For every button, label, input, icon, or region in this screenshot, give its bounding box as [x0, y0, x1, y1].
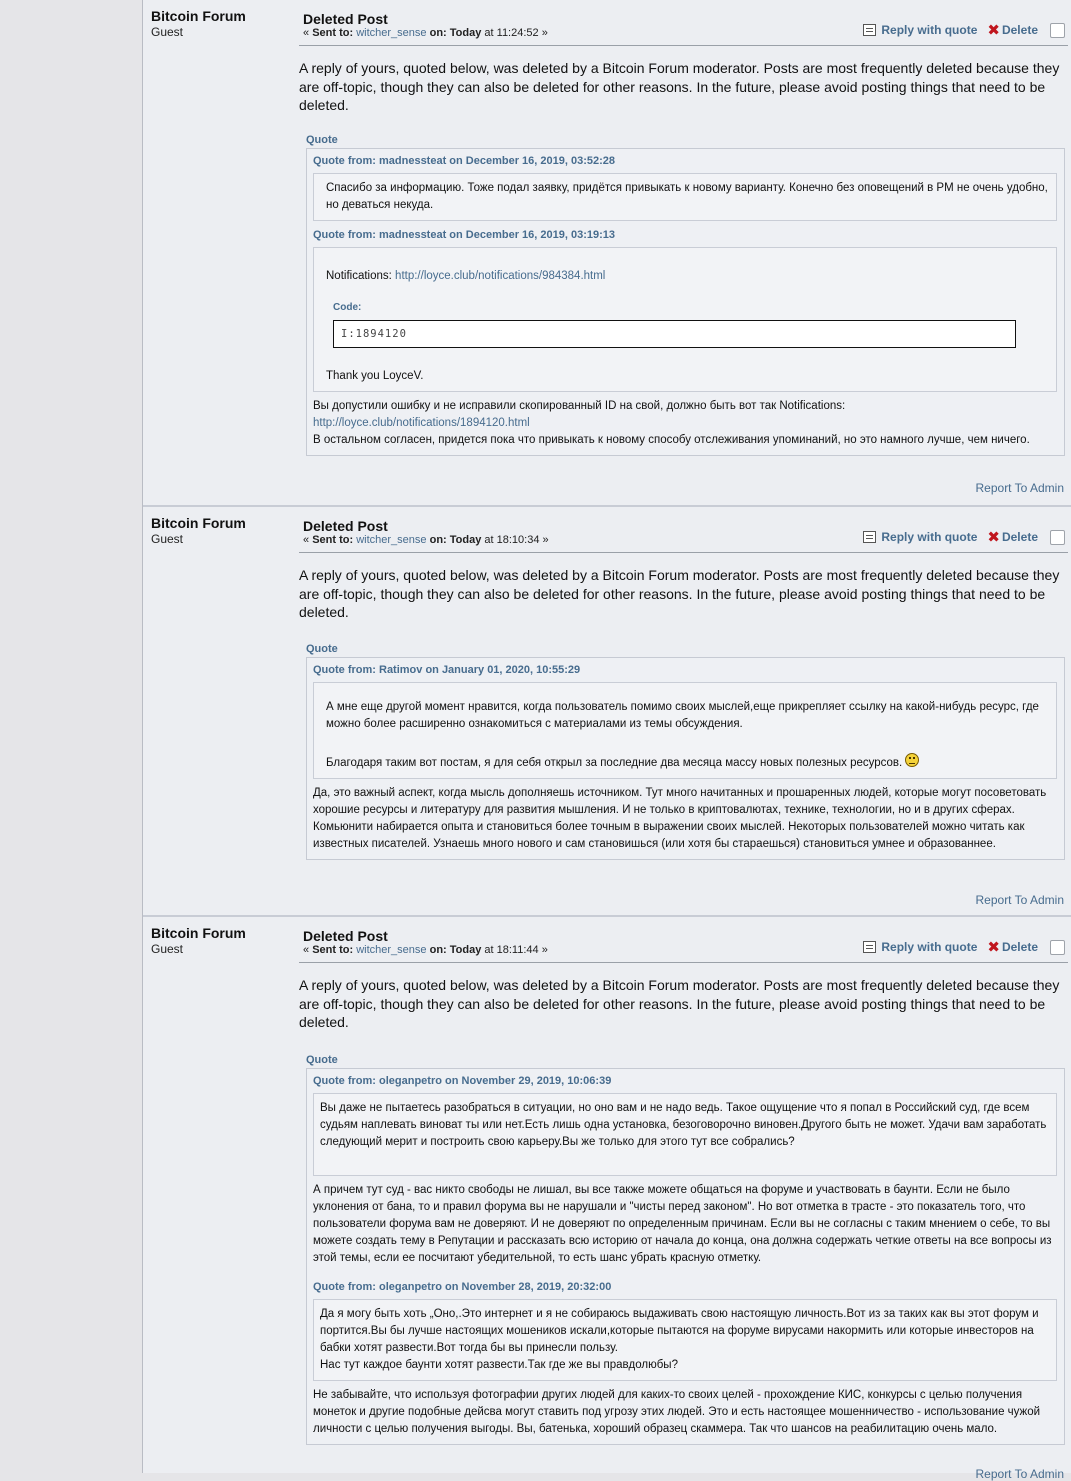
message-author	[151, 515, 246, 546]
inner-quote	[313, 682, 1057, 779]
delete-icon: ✖	[987, 528, 1000, 546]
code-label: Code:	[333, 302, 362, 313]
deletion-notice: A reply of yours, quoted below, was deleted by a Bitcoin Forum moderator. Posts are most frequently deleted because they are off-topic, though they can also be deleted for other reasons. In the future, please avoid posting things that need to be deleted.	[299, 567, 1060, 620]
message-actions	[863, 937, 1068, 957]
today-label: Today	[449, 944, 482, 956]
reply-text: Да, это важный аспект, когда мысль дополняешь источником. Тут много начитанных и прошаренных людей, которые могут посоветовать хорошие ресурсы и литературу для развития мышления. И не только в криптовалютах, технике, технологии, но и в других сферах. Комьюнити набирается опыта и становиться более точным в выражении своих мыслей. Некоторых пользователей можно читать как известных писателей. Узнаешь много нового и сам становишься (или хотя бы стараешься) становиться умнее и образованнее.	[313, 787, 1047, 850]
smiley-icon	[905, 753, 919, 767]
left-sidebar	[0, 0, 142, 1473]
sent-time: at 18:10:34 »	[484, 534, 549, 546]
delete-icon: ✖	[987, 21, 1000, 39]
reply-text: Вы допустили ошибку и не исправили скопированный ID на свой, должно быть вот так Notifications:	[313, 400, 846, 412]
inner-quote-header: Quote from: oleganpetro on November 29, 2019, 10:06:39	[313, 1075, 612, 1087]
select-checkbox[interactable]	[1050, 940, 1065, 955]
header-divider	[299, 552, 1068, 553]
inner-quote-header: Quote from: madnessteat on December 16, 2019, 03:52:28	[313, 155, 616, 167]
recipient-link[interactable]: witcher_sense	[356, 27, 427, 39]
outer-quote	[306, 1068, 1065, 1445]
inner-quote-text: Вы даже не пытаетесь разобраться в ситуации, но оно вам и не надо ведь. Такое ощущение что я попал в Российский суд, где всем судьям наплевать виноват ты или нет.Есть лишь одна установка, безоговорочно виновен.Другого быть не может. Удачи вам заработать следующий мерит и построить свою карьеру.Вы же только для этого тут все собрались?	[320, 1102, 1047, 1148]
outer-quote	[306, 657, 1065, 860]
recipient-link[interactable]: witcher_sense	[356, 944, 427, 956]
message-subject: Deleted Post	[303, 518, 388, 534]
header-divider	[299, 45, 1068, 46]
message-actions	[863, 20, 1068, 40]
sent-prefix: «	[303, 944, 313, 956]
code-block[interactable]: I:1894120	[333, 320, 1016, 348]
reply-quote-icon	[863, 24, 876, 36]
inner-quote	[313, 173, 1057, 221]
on-label: on:	[429, 27, 447, 39]
outer-quote	[306, 148, 1065, 456]
reply-link[interactable]: http://loyce.club/notifications/1894120.html	[313, 417, 530, 429]
message-list	[142, 0, 1071, 1481]
message-3	[143, 915, 1071, 1481]
message-sent-info	[303, 534, 549, 546]
reply-text: Не забывайте, что используя фотографии других людей для каких-то своих целей - прохождение КИС, конкурсы с целью получения монеток и другие подобные дейсва могут ставить под угрозу этих людей. Это и есть настоящее мошенничество - использование чужой личности с целью получения выгоды. Вы, батенька, хороший образец скаммера. Так что шансов на реабилитацию очень мало.	[313, 1389, 1041, 1435]
reply-text: В остальном согласен, придется пока что привыкать к новому способу отслеживания упоминаний, но это намного лучше, чем ничего.	[313, 434, 1030, 446]
quote-header: Quote	[306, 1054, 338, 1066]
delete-label: Delete	[1001, 530, 1038, 544]
today-label: Today	[449, 534, 482, 546]
sent-prefix: «	[303, 534, 313, 546]
sent-time: at 18:11:44 »	[484, 944, 548, 956]
deletion-notice: A reply of yours, quoted below, was deleted by a Bitcoin Forum moderator. Posts are most frequently deleted because they are off-topic, though they can also be deleted for other reasons. In the future, please avoid posting things that need to be deleted.	[299, 60, 1060, 113]
delete-icon: ✖	[987, 938, 1000, 956]
recipient-link[interactable]: witcher_sense	[356, 534, 427, 546]
inner-quote-text: Нас тут каждое баунти хотят развести.Так где же вы правдолюбы?	[320, 1359, 678, 1371]
delete-label: Delete	[1001, 940, 1038, 954]
reply-with-quote-button[interactable]	[863, 23, 977, 37]
sent-prefix: «	[303, 27, 313, 39]
today-label: Today	[449, 27, 482, 39]
inner-quote-text: А мне еще другой момент нравится, когда пользователь помимо своих мыслей,еще прикрепляет ссылку на какой-нибудь ресурс, где можно более расширенно ознакомиться с материалами из темы обсуждения.	[326, 701, 1039, 730]
sent-time: at 11:24:52 »	[484, 27, 548, 39]
author-name: Bitcoin Forum	[151, 8, 246, 24]
author-role: Guest	[151, 25, 184, 39]
report-to-admin-link[interactable]: Report To Admin	[975, 481, 1064, 495]
inner-quote-text: Спасибо за информацию. Тоже подал заявку, придётся привыкать к новому варианту. Конечно без оповещений в PM не очень удобно, но деваться некуда.	[326, 182, 1048, 211]
message-sent-info	[303, 27, 548, 39]
reply-with-quote-button[interactable]	[863, 530, 977, 544]
report-to-admin-link[interactable]: Report To Admin	[975, 893, 1064, 907]
delete-button[interactable]	[977, 23, 1038, 38]
delete-button[interactable]	[977, 940, 1038, 955]
message-subject: Deleted Post	[303, 928, 388, 944]
reply-text: А причем тут суд - вас никто свободы не лишал, вы все также можете общаться на форуме и участвовать в баунти. Если не было уклонения от бана, то и правил форума вы не нарушали и "чисты перед законом". Но вот отметка в трасте - это показатель того, что пользователи форума вам не доверяют. И не доверяют по определенным причинам. Если вы не согласны с таким мнением о себе, то вы можете создать тему в Репутации и рассказать всю историю от начала до конца, она должна содержать четкие ответы на все вопросы из этой темы, если ее посчитают убедительной, то есть шанс убрать красную отметку.	[313, 1184, 1052, 1264]
inner-quote-header: Quote from: madnessteat on December 16, 2019, 03:19:13	[313, 229, 616, 241]
select-checkbox[interactable]	[1050, 23, 1065, 38]
report-to-admin-link[interactable]: Report To Admin	[975, 1467, 1064, 1481]
message-subject: Deleted Post	[303, 11, 388, 27]
delete-label: Delete	[1001, 23, 1038, 37]
quote-header: Quote	[306, 643, 338, 655]
reply-with-quote-label: Reply with quote	[881, 940, 978, 954]
sent-label: Sent to:	[312, 27, 354, 39]
header-divider	[299, 962, 1068, 963]
on-label: on:	[429, 534, 447, 546]
sent-label: Sent to:	[312, 534, 354, 546]
message-1	[143, 0, 1071, 505]
reply-quote-icon	[863, 941, 876, 953]
message-sent-info	[303, 944, 548, 956]
inner-quote-text: Да я могу быть хоть „Оно,.Это интернет и я не собираюсь выдаживать свою настоящую личность.Вот из за таких как вы этот форум и портится.Вы бы лучше настоящих мошеников искали,которые пытаются на форуме вирусами накормить или которые инвесторов на бабки хотят развести.Вот тогда бы вы принесли пользу.	[320, 1308, 1039, 1354]
inner-quote-header: Quote from: Ratimov on January 01, 2020, 10:55:29	[313, 664, 581, 676]
author-name: Bitcoin Forum	[151, 925, 246, 941]
reply-with-quote-label: Reply with quote	[881, 530, 978, 544]
delete-button[interactable]	[977, 530, 1038, 545]
author-role: Guest	[151, 942, 184, 956]
inner-quote	[313, 1093, 1057, 1176]
author-role: Guest	[151, 532, 184, 546]
reply-with-quote-label: Reply with quote	[881, 23, 978, 37]
message-author	[151, 8, 246, 39]
inner-quote-header: Quote from: oleganpetro on November 28, 2019, 20:32:00	[313, 1281, 612, 1293]
inner-quote	[313, 247, 1057, 392]
message-actions	[863, 527, 1068, 547]
message-2	[143, 505, 1071, 917]
reply-with-quote-button[interactable]	[863, 940, 977, 954]
sent-label: Sent to:	[312, 944, 354, 956]
deletion-notice: A reply of yours, quoted below, was deleted by a Bitcoin Forum moderator. Posts are most frequently deleted because they are off-topic, though they can also be deleted for other reasons. In the future, please avoid posting things that need to be deleted.	[299, 977, 1060, 1030]
select-checkbox[interactable]	[1050, 530, 1065, 545]
inner-quote-text: Thank you LoyceV.	[326, 370, 424, 382]
notifications-label: Notifications:	[326, 270, 392, 282]
message-author	[151, 925, 246, 956]
inner-quote	[313, 1299, 1057, 1381]
inner-quote-text: Благодаря таким вот постам, я для себя открыл за последние два месяца массу новых полезных ресурсов.	[326, 757, 903, 769]
quote-header: Quote	[306, 134, 338, 146]
author-name: Bitcoin Forum	[151, 515, 246, 531]
reply-quote-icon	[863, 531, 876, 543]
on-label: on:	[429, 944, 447, 956]
notifications-link[interactable]: http://loyce.club/notifications/984384.html	[395, 270, 606, 282]
